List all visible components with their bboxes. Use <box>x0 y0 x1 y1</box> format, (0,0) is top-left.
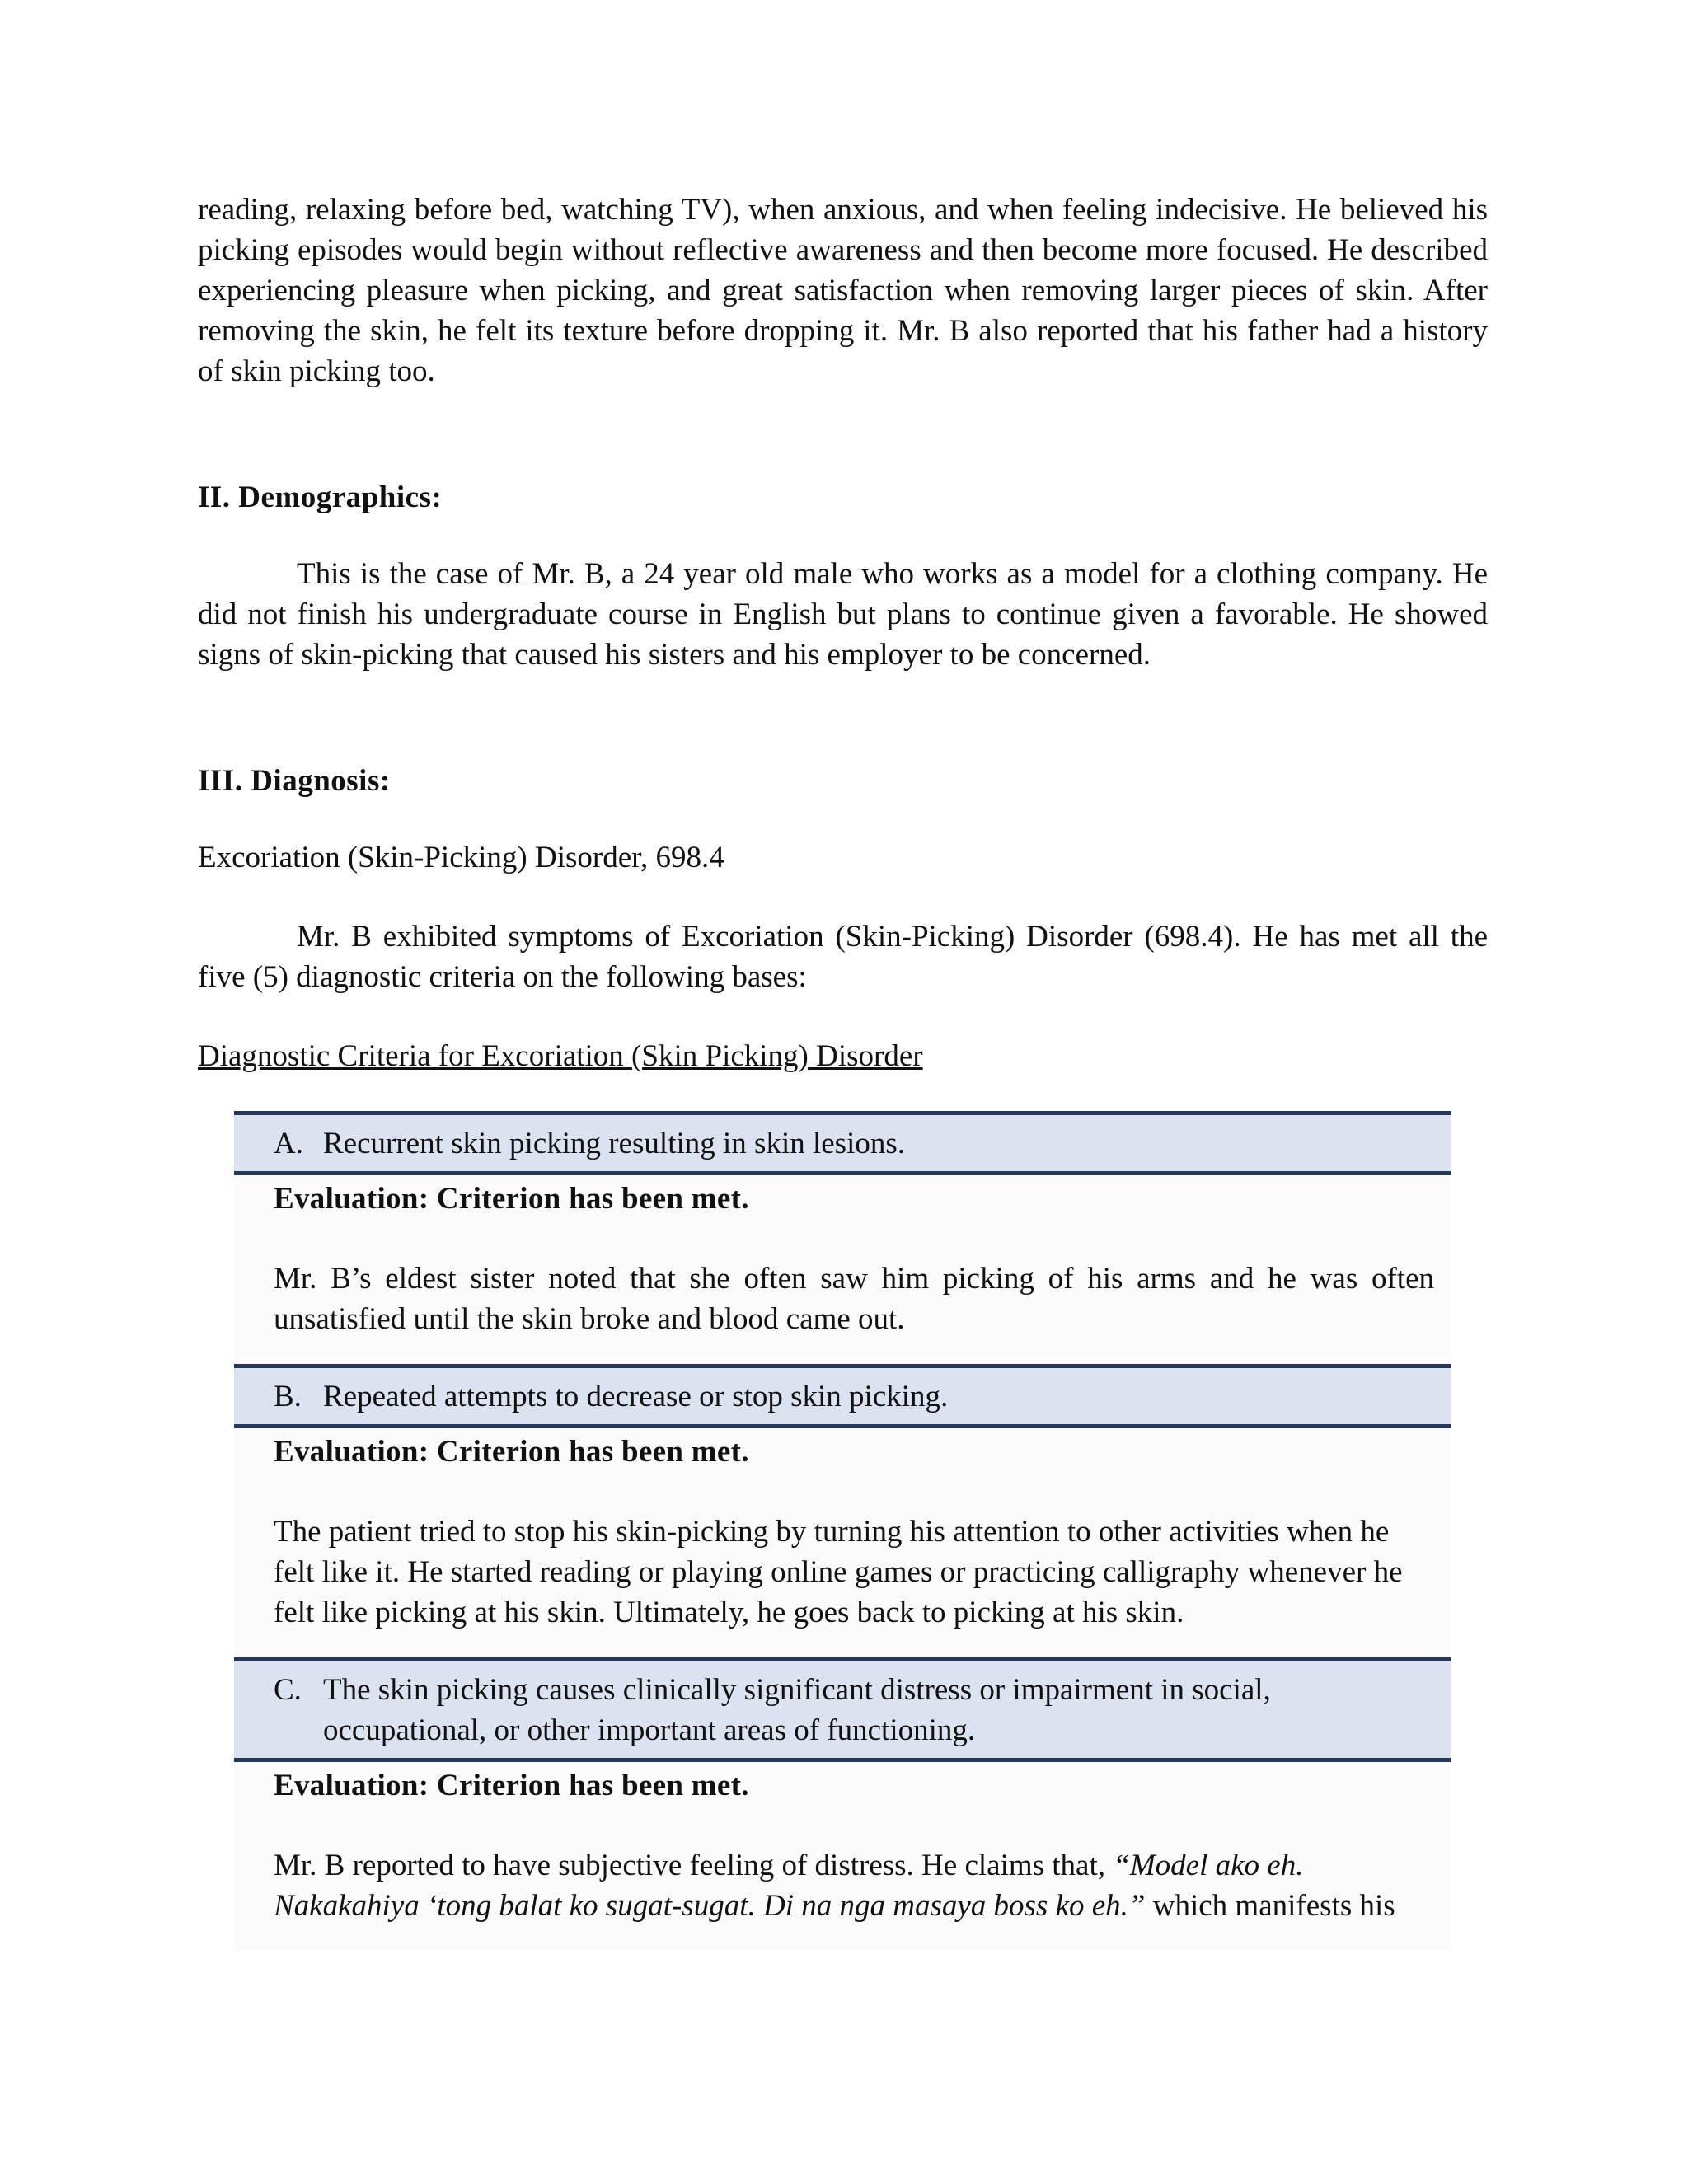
criterion-a-header <box>234 1111 1451 1175</box>
criterion-text: Recurrent skin picking resulting in skin lesions. <box>323 1127 905 1160</box>
criterion-b-header <box>234 1364 1451 1428</box>
criterion-text: Repeated attempts to decrease or stop skin picking. <box>323 1380 949 1413</box>
criterion-letter: A. <box>274 1127 303 1160</box>
patient-quote: “Model ako eh. Nakakahiya ‘tong balat ko sugat-sugat. Di na nga masaya boss ko eh.” <box>274 1849 1304 1923</box>
criterion-letter: B. <box>274 1380 302 1413</box>
demographics-heading: II. Demographics: <box>198 480 443 514</box>
criterion-c-header <box>234 1657 1451 1762</box>
demographics-paragraph: This is the case of Mr. B, a 24 year old male who works as a model for a clothing company. He did not finish his undergraduate course in English but plans to continue given a favorable. He showed signs of skin-picking that caused his sisters and his employer to be concerned. <box>198 557 1488 672</box>
criterion-a-body <box>234 1175 1451 1364</box>
criterion-explanation <box>274 1806 1434 1951</box>
document-page <box>198 190 1488 1951</box>
diagnosis-paragraph: Mr. B exhibited symptoms of Excoriation (Skin-Picking) Disorder (698.4). He has met all the five (5) diagnostic criteria on the following bases: <box>198 920 1488 994</box>
intro-paragraph: reading, relaxing before bed, watching TV), when anxious, and when feeling indecisive. He believed his picking episodes would begin without reflective awareness and then become more focused. He described experiencing pleasure when picking, and great satisfaction when removing larger pieces of skin. After removing the skin, he felt its texture before dropping it. Mr. B also reported that his father had a history of skin picking too. <box>198 193 1488 388</box>
quote-lead-in: Mr. B reported to have subjective feeling of distress. He claims that, <box>274 1849 1114 1882</box>
criterion-evaluation: Evaluation: Criterion has been met. <box>274 1769 749 1802</box>
criterion-c-body <box>234 1762 1451 1951</box>
criterion-explanation: The patient tried to stop his skin-picking by turning his attention to other activities when he felt like it. He started reading or playing online games or practicing calligraphy whenever he felt like picking at his skin. Ultimately, he goes back to picking at his skin. <box>274 1515 1403 1629</box>
diagnosis-heading: III. Diagnosis: <box>198 764 391 798</box>
criteria-table <box>234 1111 1451 1951</box>
criterion-b-body <box>234 1428 1451 1657</box>
criterion-letter: C. <box>274 1673 302 1707</box>
criterion-text: The skin picking causes clinically significant distress or impairment in social, occupational, or other important areas of functioning. <box>323 1673 1271 1747</box>
diagnosis-disorder: Excoriation (Skin-Picking) Disorder, 698.4 <box>198 841 724 874</box>
criteria-title: Diagnostic Criteria for Excoriation (Skin Picking) Disorder <box>198 1039 923 1073</box>
criterion-evaluation: Evaluation: Criterion has been met. <box>274 1182 749 1216</box>
quote-follow-up: which manifests his <box>1145 1889 1395 1923</box>
criterion-evaluation: Evaluation: Criterion has been met. <box>274 1435 749 1469</box>
criterion-explanation: Mr. B’s eldest sister noted that she often saw him picking of his arms and he was often unsatisfied until the skin broke and blood came out. <box>274 1262 1434 1336</box>
